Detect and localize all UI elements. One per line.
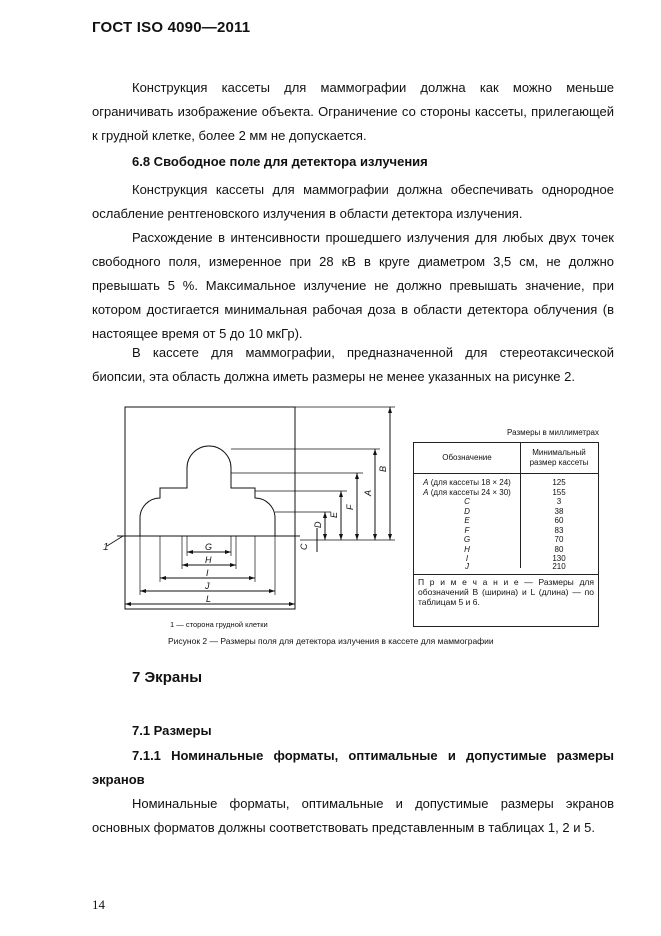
- dim-label-e: E: [329, 511, 339, 518]
- table-units: Размеры в миллиметрах: [507, 428, 599, 437]
- dim-label-f: F: [345, 504, 355, 510]
- table-row: I 130: [465, 554, 566, 563]
- table-row: H 80: [464, 544, 564, 554]
- table-row: J 210: [465, 562, 566, 571]
- paragraph-uniform-attenuation: Конструкция кассеты для маммографии должна обеспечивать однородное ослабление рентгеновского излучения в области детектора излучения.: [92, 182, 614, 221]
- table-row: F 83: [464, 525, 564, 535]
- dim-label-g: G: [205, 542, 213, 552]
- detector-field-outline: [140, 446, 275, 536]
- section-6-8-heading: 6.8 Свободное поле для детектора излучения: [132, 154, 428, 169]
- section-7-1-heading: 7.1 Размеры: [132, 723, 212, 738]
- dim-label-d: D: [313, 521, 323, 528]
- table-row: A (для кассеты 18 × 24) 125: [423, 478, 566, 487]
- section-7-1-1-heading: 7.1.1 Номинальные форматы, оптимальные и допустимые размеры экранов: [92, 748, 614, 787]
- paragraph-stereotactic-biopsy: В кассете для маммографии, предназначенной для стереотаксической биопсии, эта область должна иметь размеры не менее указанных на рисунке 2.: [92, 345, 614, 384]
- table-row: C 3: [464, 497, 562, 506]
- dim-label-h: H: [205, 555, 212, 565]
- table-row: E 60: [464, 516, 564, 525]
- dim-label-l: L: [206, 594, 212, 604]
- paragraph-cassette-limit: Конструкция кассеты для маммографии должна как можно меньше ограничивать изображение объекта. Ограничение со стороны кассеты, прилегающей к грудной клетке, более 2 мм не допускается.: [92, 80, 614, 143]
- paragraph-intensity-deviation: Расхождение в интенсивности прошедшего излучения для любых двух точек свободного поля, измеренное при 28 кВ в круге диаметром 3,5 см, не должно превышать 5 %. Максимальное излучение не должно превышать значение, при котором достигается минимальная рабочая доза в области детектора облучения (в настоящее время от 5 до 10 мкГр).: [92, 230, 614, 341]
- dim-label-c: C: [299, 543, 309, 550]
- table-header-min-size: Минимальный размер кассеты: [520, 443, 598, 474]
- cassette-outline: [125, 407, 295, 609]
- section-7-heading: 7 Экраны: [132, 669, 203, 686]
- page-number: 14: [92, 897, 105, 912]
- label-1: 1: [103, 542, 109, 553]
- dim-label-i: I: [206, 568, 209, 578]
- figure-caption: Рисунок 2 — Размеры поля для детектора излучения в кассете для маммографии: [168, 636, 494, 646]
- figure-2-drawing: [95, 400, 415, 635]
- table-row: A (для кассеты 24 × 30) 155: [423, 487, 566, 497]
- dim-label-b: B: [378, 465, 388, 472]
- document-header: ГОСТ ISO 4090—2011: [92, 19, 251, 36]
- table-header-designation: Обозначение: [414, 443, 521, 474]
- paragraph-screen-formats: Номинальные форматы, оптимальные и допустимые размеры экранов основных форматов должны соответствовать представленным в таблицах 1, 2 и 5.: [92, 796, 614, 835]
- dim-label-j: J: [205, 581, 210, 591]
- dim-label-a: A: [363, 489, 373, 496]
- dimensions-table: [413, 442, 599, 627]
- table-row: G 70: [463, 535, 564, 544]
- table-note: П р и м е ч а н и е — Размеры для обозначений B (ширина) и L (длина) — по таблицам 5 и 6.: [418, 577, 594, 607]
- figure-legend: 1 — сторона грудной клетки: [170, 620, 268, 629]
- table-row: D 38: [464, 506, 564, 516]
